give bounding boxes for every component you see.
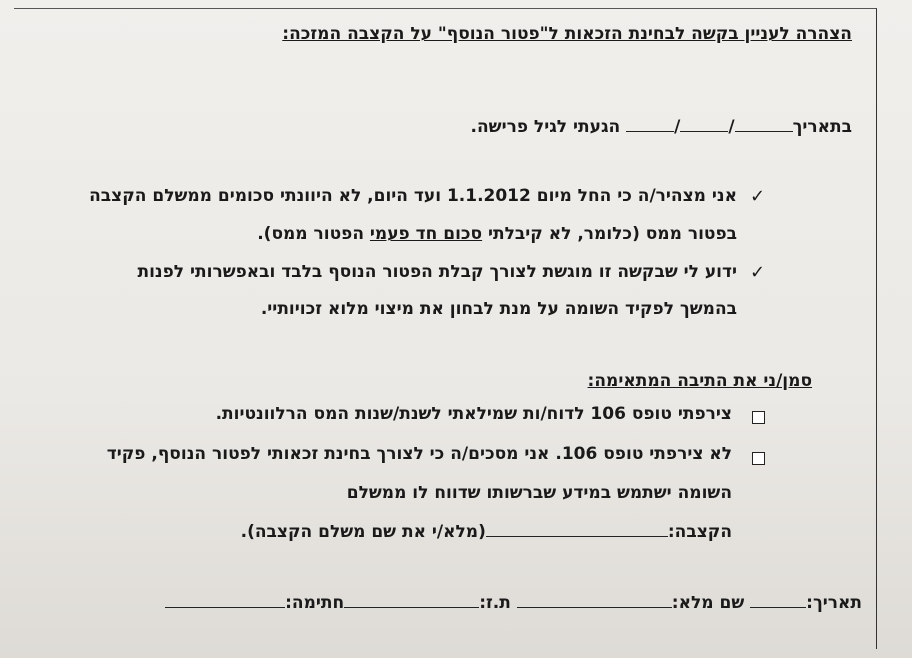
id-number-field[interactable] bbox=[344, 593, 479, 608]
signature-label: חתימה: bbox=[285, 593, 345, 613]
form-title: הצהרה לעניין בקשה לבחינת הזכאות ל"פטור הנוסף" על הקצבה המזכה: bbox=[282, 24, 852, 44]
full-name-label: שם מלא: bbox=[671, 593, 745, 613]
signature-row bbox=[165, 593, 862, 613]
retirement-age-text: הגעתי לגיל פרישה. bbox=[470, 117, 621, 137]
date-day-field[interactable] bbox=[735, 117, 793, 132]
declaration-1-line-1: אני מצהיר/ה כי החל מיום 1.1.2012 ועד היום, לא היוונתי סכומים ממשלם הקצבה bbox=[89, 186, 737, 206]
date-label: בתאריך bbox=[792, 117, 852, 137]
date-year-field[interactable] bbox=[626, 117, 674, 132]
check-mark-icon: ✓ bbox=[750, 262, 766, 283]
option-2-checkbox[interactable] bbox=[752, 452, 765, 465]
declaration-2-line-2: בהמשך לפקיד השומה על מנת לבחון את מיצוי מלוא זכויותיי. bbox=[260, 299, 737, 319]
one-time-sum-text: סכום חד פעמי bbox=[369, 224, 483, 244]
sign-date-label: תאריך: bbox=[806, 593, 862, 613]
date-month-field[interactable] bbox=[680, 117, 728, 132]
option-2-line-3 bbox=[241, 522, 732, 542]
sign-date-field[interactable] bbox=[750, 593, 806, 608]
pension-payer-hint: (מלא/י את שם משלם הקצבה). bbox=[240, 522, 486, 542]
option-2-line-2: השומה ישתמש במידע שברשותו שדווח לו ממשלם bbox=[346, 483, 732, 503]
pension-payer-field[interactable] bbox=[486, 522, 668, 537]
check-mark-icon: ✓ bbox=[750, 186, 766, 207]
retirement-date-line: בתאריך// הגעתי לגיל פרישה. bbox=[470, 117, 852, 137]
option-1-checkbox[interactable] bbox=[752, 411, 765, 424]
option-1-text: צירפתי טופס 106 לדוח/ות שמילאתי לשנת/שנות המס הרלוונטיות. bbox=[215, 404, 732, 424]
declaration-1-line-2: בפטור ממס (כלומר, לא קיבלתי סכום חד פעמי הפטור ממס). bbox=[257, 224, 737, 244]
select-box-title: סמן/ני את התיבה המתאימה: bbox=[587, 371, 812, 391]
signature-field[interactable] bbox=[165, 593, 285, 608]
option-2-line-1: לא צירפתי טופס 106. אני מסכים/ה כי לצורך בחינת זכאותי לפטור הנוסף, פקיד bbox=[106, 444, 732, 464]
declaration-2-line-1: ידוע לי שבקשה זו מוגשת לצורך קבלת הפטור הנוסף בלבד ובאפשרותי לפנות bbox=[137, 262, 737, 282]
full-name-field[interactable] bbox=[517, 593, 672, 608]
pension-payer-label: הקצבה: bbox=[667, 522, 732, 542]
id-number-label: ת.ז: bbox=[479, 593, 511, 613]
